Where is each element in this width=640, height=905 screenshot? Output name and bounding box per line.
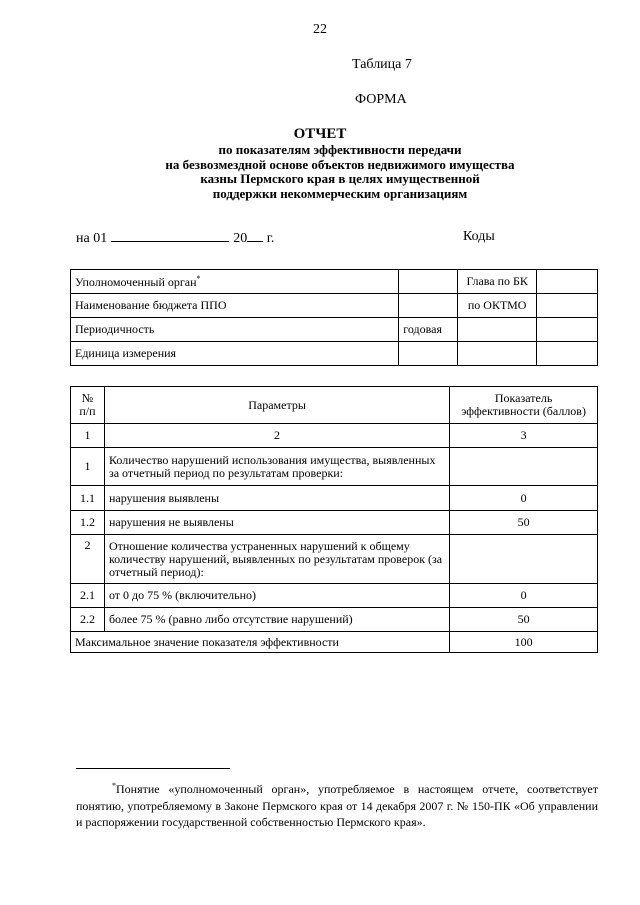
parameters-table xyxy=(70,386,598,653)
row-text: Количество нарушений использования имущества, выявленных за отчетный период по результатам проверки: xyxy=(104,448,449,486)
subtitle-line: казны Пермского края в целях имущественной xyxy=(200,171,480,186)
total-value: 100 xyxy=(450,632,598,653)
row-value: 0 xyxy=(450,584,598,608)
column-header-value: Показатель эффективности (баллов) xyxy=(450,387,598,424)
code-label xyxy=(458,318,537,342)
row-value xyxy=(450,448,598,486)
header-row-middle xyxy=(399,270,458,294)
header-row-middle: годовая xyxy=(399,318,458,342)
table-row xyxy=(71,448,598,486)
row-value: 50 xyxy=(450,608,598,632)
code-label xyxy=(458,342,537,366)
code-value[interactable] xyxy=(537,270,598,294)
subtitle-line: поддержки некоммерческим организациям xyxy=(212,185,468,201)
table-row xyxy=(71,318,598,342)
date-year: 20 xyxy=(233,231,248,246)
row-num: 1 xyxy=(71,448,105,486)
table-row xyxy=(71,608,598,632)
footnote-mark: * xyxy=(112,781,116,790)
column-header-params: Параметры xyxy=(104,387,449,424)
header-row-middle xyxy=(399,342,458,366)
index-cell: 2 xyxy=(104,424,449,448)
row-num: 1.2 xyxy=(71,511,105,535)
row-text: нарушения не выявлены xyxy=(104,511,449,535)
code-value[interactable] xyxy=(537,318,598,342)
code-value[interactable] xyxy=(537,294,598,318)
row-text: более 75 % (равно либо отсутствие нарушений) xyxy=(104,608,449,632)
code-label: по ОКТМО xyxy=(458,294,537,318)
date-prefix: на 01 xyxy=(76,231,108,246)
code-label: Глава по БК xyxy=(458,270,537,294)
header-row-label: Периодичность xyxy=(71,318,399,342)
row-num: 2.2 xyxy=(71,608,105,632)
row-value: 0 xyxy=(450,486,598,511)
table-row xyxy=(71,486,598,511)
row-text: Отношение количества устраненных нарушений к общему количеству нарушений, выявленных по результатам проверок (за отчетный период): xyxy=(104,535,449,584)
index-cell: 3 xyxy=(450,424,598,448)
header-row-label: Уполномоченный орган* xyxy=(71,270,399,294)
row-text: нарушения выявлены xyxy=(104,486,449,511)
table-row xyxy=(71,424,598,448)
table-row xyxy=(71,584,598,608)
total-text: Максимальное значение показателя эффективности xyxy=(71,632,450,653)
subtitle-line: по показателям эффективности передачи xyxy=(218,142,462,157)
table-row xyxy=(71,270,598,294)
index-cell: 1 xyxy=(71,424,105,448)
footnote xyxy=(76,778,598,831)
row-value: 50 xyxy=(450,511,598,535)
row-num: 2 xyxy=(71,535,105,584)
table-row xyxy=(71,342,598,366)
header-row-label: Единица измерения xyxy=(71,342,399,366)
table-header-row xyxy=(71,387,598,424)
header-table xyxy=(70,269,598,366)
row-text: от 0 до 75 % (включительно) xyxy=(104,584,449,608)
footnote-mark: * xyxy=(196,273,201,283)
column-header-num: № п/п xyxy=(71,387,105,424)
code-value[interactable] xyxy=(537,342,598,366)
table-row xyxy=(71,535,598,584)
row-value xyxy=(450,535,598,584)
header-row-label: Наименование бюджета ППО xyxy=(71,294,399,318)
header-row-middle xyxy=(399,294,458,318)
footnote-text: Понятие «уполномоченный орган», употребляемое в настоящем отчете, соответствует понятию, употребляемому в Законе Пермского края от 14 декабря 2007 г. № 150-ПК «Об управлении и распоряжении государственной собственностью Пермского края». xyxy=(76,782,598,829)
codes-label: Коды xyxy=(463,229,495,244)
form-label: ФОРМА xyxy=(355,92,407,107)
subtitle-line: на безвозмездной основе объектов недвижимого имущества xyxy=(165,156,515,172)
date-suffix: г. xyxy=(266,231,275,246)
table-row xyxy=(71,511,598,535)
page-number: 22 xyxy=(313,22,327,37)
row-num: 2.1 xyxy=(71,584,105,608)
row-num: 1.1 xyxy=(71,486,105,511)
table-row xyxy=(71,294,598,318)
table-total-row xyxy=(71,632,598,653)
date-blank[interactable] xyxy=(111,229,229,242)
date-line xyxy=(76,229,274,247)
report-subtitle xyxy=(90,143,590,201)
year-blank[interactable] xyxy=(247,229,263,242)
footnote-divider xyxy=(76,768,230,769)
report-title: ОТЧЕТ xyxy=(293,126,347,142)
table-label: Таблица 7 xyxy=(352,57,412,72)
